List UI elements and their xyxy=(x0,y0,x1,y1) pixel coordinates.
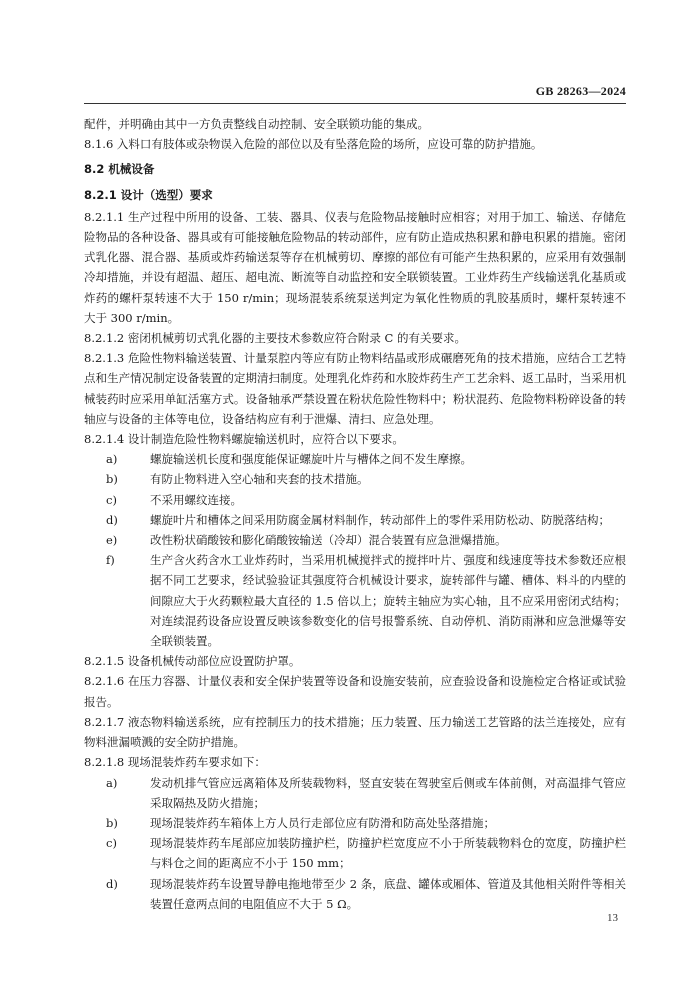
list-text: 现场混装炸药车箱体上方人员行走部位应有防滑和防高处坠落措施； xyxy=(150,815,495,830)
clause-8-2-1-4: 8.2.1.4 设计制造危险性物料螺旋输送机时，应符合以下要求。 xyxy=(84,432,404,447)
header-divider xyxy=(84,103,626,104)
section-heading-8-2: 8.2 机械设备 xyxy=(84,162,155,177)
page-number: 13 xyxy=(607,912,618,924)
clause-8-2-1-5: 8.2.1.5 设备机械传动部位应设置防护罩。 xyxy=(84,654,301,669)
list-marker: f) xyxy=(106,553,115,568)
subsection-heading-8-2-1: 8.2.1 设计（选型）要求 xyxy=(84,187,213,202)
clause-8-2-1-6: 8.2.1.6 在压力容器、计量仪表和安全保护装置等设备和设施安装前，应查验设备和设施检定合格证或试验报告。 xyxy=(84,674,626,709)
list-marker: c) xyxy=(106,492,117,507)
list-marker: b) xyxy=(106,815,118,830)
list-item xyxy=(84,469,626,489)
list-item xyxy=(84,550,626,651)
list-text: 不采用螺纹连接。 xyxy=(150,492,242,507)
list-item xyxy=(84,510,626,530)
list-item xyxy=(84,449,626,469)
clause-8-2-1-3: 8.2.1.3 危险性物料输送装置、计量泵腔内等应有防止物料结晶或形成碾磨死角的技术措施，应结合工艺特点和生产情况制定设备装置的定期清扫制度。处理乳化炸药和水胶炸药生产工艺余料、返工品时，当采用机械装药时应采用单缸活塞方式。设备轴承严禁设置在粉状危险性物料中；粉状混药、危险物料粉碎设备的转轴应与设备的主体等电位，设备结构应有利于泄爆、清扫、应急处理。 xyxy=(84,351,626,426)
list-item xyxy=(84,874,626,914)
list-item xyxy=(84,530,626,550)
standard-code: GB 28263—2024 xyxy=(535,84,626,98)
clause-8-1-6: 8.1.6 入料口有肢体或杂物误入危险的部位以及有坠落危险的场所，应设可靠的防护措施。 xyxy=(84,137,543,152)
list-text: 生产含火药含水工业炸药时，当采用机械搅拌式的搅拌叶片、强度和线速度等技术参数还应根据不同工艺要求，经试验验证其强度符合机械设计要求，旋转部件与罐、槽体、料斗的内壁的间隙应大于火药颗粒最大直径的 1.5 倍以上；旋转主轴应为实心轴，且不应采用密闭式结构；对连续混药设备应设置反映该参数变化的信号报警系统、自动停机、消防雨淋和应急泄爆等安全联锁装置。 xyxy=(150,553,626,649)
list-item xyxy=(84,490,626,510)
list-item xyxy=(84,773,626,813)
list-item xyxy=(84,813,626,833)
list-marker: c) xyxy=(106,836,117,851)
list-marker: a) xyxy=(106,775,118,790)
clause-8-2-1-7: 8.2.1.7 液态物料输送系统，应有控制压力的技术措施；压力装置、压力输送工艺管路的法兰连接处，应有物料泄漏喷溅的安全防护措施。 xyxy=(84,714,626,750)
list-text: 发动机排气管应远离箱体及所装载物料，竖直安装在驾驶室后侧或车体前侧，对高温排气管应采取隔热及防火措施； xyxy=(150,775,626,810)
list-text: 有防止物料进入空心轴和夹套的技术措施。 xyxy=(150,472,369,487)
list-text: 螺旋输送机长度和强度能保证螺旋叶片与槽体之间不发生摩擦。 xyxy=(150,452,472,467)
list-item xyxy=(84,833,626,873)
list-text: 现场混装炸药车设置导静电拖地带至少 2 条，底盘、罐体或厢体、管道及其他相关附件等相关装置任意两点间的电阻值应不大于 5 Ω。 xyxy=(150,876,626,911)
list-8-2-1-4 xyxy=(84,449,626,651)
list-marker: d) xyxy=(106,512,118,527)
clause-8-2-1-8: 8.2.1.8 现场混装炸药车要求如下： xyxy=(84,755,266,770)
clause-8-2-1-2: 8.2.1.2 密闭机械剪切式乳化器的主要技术参数应符合附录 C 的有关要求。 xyxy=(84,331,466,346)
list-8-2-1-8 xyxy=(84,773,626,914)
list-text: 现场混装炸药车尾部应加装防撞护栏，防撞护栏宽度应不小于所装载物料仓的宽度，防撞护栏与料仓之间的距离应不小于 150 mm； xyxy=(150,836,626,871)
clause-8-2-1-1: 8.2.1.1 生产过程中所用的设备、工装、器具、仪表与危险物品接触时应相容；对用于加工、输送、存储危险物品的各种设备、器具或有可能接触危险物品的转动部件，应有防止造成热积累和静电积累的措施。密闭式乳化器、混合器、基质或炸药输送泵等存在机械剪切、摩擦的部位有可能产生热积累的，应采用有效强制冷却措施，并设有超温、超压、超电流、断流等自动监控和安全联锁装置。工业炸药生产线输送乳化基质或炸药的螺杆泵转速不大于 150 r/min；现场混装系统泵送判定为氧化性物质的乳胶基质时，螺杆泵转速不大于 300 r/min。 xyxy=(84,209,626,325)
list-text: 改性粉状硝酸铵和膨化硝酸铵输送（冷却）混合装置有应急泄爆措施。 xyxy=(150,533,507,548)
list-marker: b) xyxy=(106,472,118,487)
document-body xyxy=(84,114,626,914)
list-marker: a) xyxy=(106,452,118,467)
paragraph-continuation: 配件，并明确由其中一方负责整线自动控制、安全联锁功能的集成。 xyxy=(84,117,429,131)
list-marker: d) xyxy=(106,876,118,891)
list-marker: e) xyxy=(106,533,118,548)
list-text: 螺旋叶片和槽体之间采用防腐金属材料制作，转动部件上的零件采用防松动、防脱落结构； xyxy=(150,512,610,527)
